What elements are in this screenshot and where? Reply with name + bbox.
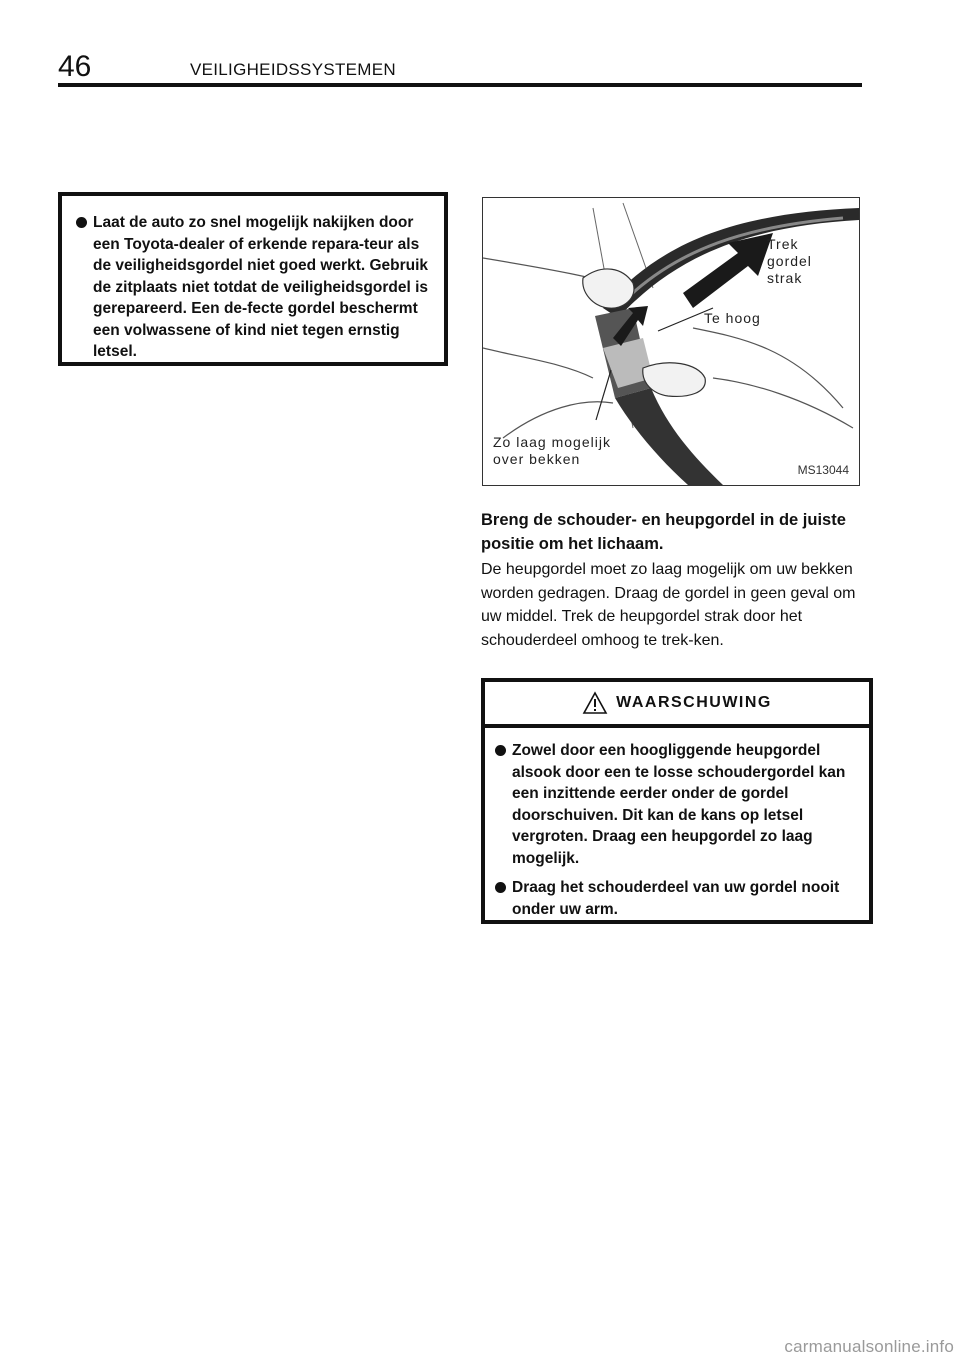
warning-bullet (495, 877, 857, 920)
warning-triangle-icon (582, 691, 608, 715)
section-heading: Breng de schouder- en heupgordel in de juiste positie om het lichaam. (481, 511, 846, 553)
page-number: 46 (58, 50, 92, 83)
bullet-dot-icon (495, 745, 506, 756)
figure-code: MS13044 (797, 463, 849, 477)
section-title: VEILIGHEIDSSYSTEMEN (190, 60, 396, 79)
warning-bullet (76, 212, 436, 363)
seatbelt-illustration (482, 197, 860, 486)
label-pull-belt: Trek gordel strak (767, 236, 812, 286)
warning-bullet-text: Draag het schouderdeel van uw gordel nooit onder uw arm. (512, 879, 840, 918)
label-too-high: Te hoog (704, 310, 761, 326)
warning-bullet (495, 740, 857, 869)
warning-list (495, 740, 857, 928)
warning-header (485, 682, 869, 728)
label-low-over-pelvis: Zo laag mogelijk over bekken (493, 434, 611, 467)
body-paragraph: De heupgordel moet zo laag mogelijk om uw bekken worden gedragen. Draag de gordel in geen geval om uw middel. Trek de heupgordel strak door het schouderdeel omhoog te trek-ken. (481, 561, 856, 649)
right-warning-box (481, 678, 873, 924)
watermark: carmanualsonline.info (784, 1337, 954, 1356)
bullet-dot-icon (76, 217, 87, 228)
header-rule (58, 83, 862, 87)
warning-bullet-text: Laat de auto zo snel mogelijk nakijken door een Toyota-dealer of erkende repara-teur als de veiligheidsgordel niet goed werkt. Gebruik de zitplaats niet totdat de veiligheidsgordel is gerepareerd. Een de-fecte gordel beschermt een volwassene of kind niet tegen ernstig letsel. (93, 214, 429, 360)
bullet-dot-icon (495, 882, 506, 893)
warning-bullet-text: Zowel door een hoogliggende heupgordel alsook door een te losse schoudergordel kan een inzittende eerder onder de gordel doorschuiven. Dit kan de kans op letsel vergroten. Draag een heupgordel zo laag mogelijk. (512, 742, 846, 867)
left-warning-box (58, 192, 448, 366)
warning-title: WAARSCHUWING (616, 694, 772, 711)
